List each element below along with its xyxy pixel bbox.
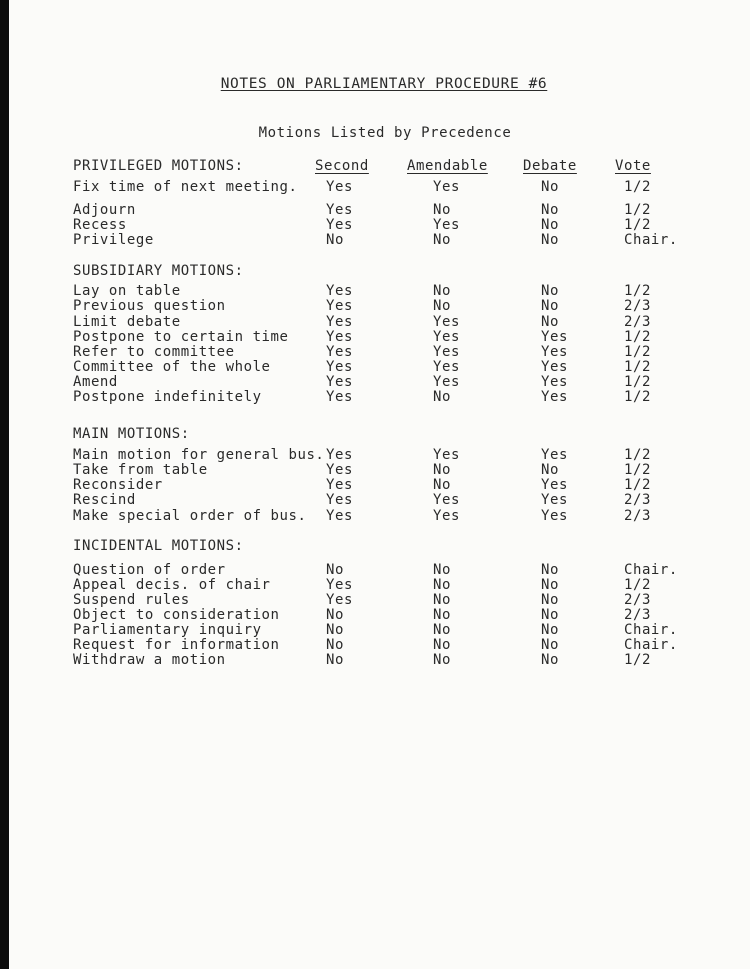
table-row — [0, 508, 750, 524]
vote-value: 1/2 — [624, 447, 651, 463]
second-value: No — [326, 607, 344, 623]
table-row — [0, 622, 750, 638]
section-heading-row — [0, 538, 750, 554]
column-header-debate: Debate — [523, 158, 577, 174]
motion-name: Recess — [73, 217, 127, 233]
vote-value: Chair. — [624, 622, 678, 638]
second-value: Yes — [326, 492, 353, 508]
debate-value: No — [541, 592, 559, 608]
second-value: Yes — [326, 592, 353, 608]
motion-name: Main motion for general bus. — [73, 447, 325, 463]
amendable-value: No — [433, 622, 451, 638]
table-row — [0, 298, 750, 314]
page-title: NOTES ON PARLIAMENTARY PROCEDURE #6 — [220, 76, 548, 92]
table-row — [0, 562, 750, 578]
section-heading: MAIN MOTIONS: — [73, 426, 190, 442]
amendable-value: No — [433, 637, 451, 653]
amendable-value: No — [433, 562, 451, 578]
section-heading: SUBSIDIARY MOTIONS: — [73, 263, 244, 279]
amendable-value: No — [433, 232, 451, 248]
second-value: Yes — [326, 314, 353, 330]
page-subtitle: Motions Listed by Precedence — [258, 125, 512, 141]
vote-value: 1/2 — [624, 202, 651, 218]
table-row — [0, 217, 750, 233]
motion-name: Adjourn — [73, 202, 136, 218]
second-value: Yes — [326, 508, 353, 524]
vote-value: 1/2 — [624, 359, 651, 375]
motion-name: Postpone to certain time — [73, 329, 289, 345]
amendable-value: No — [433, 607, 451, 623]
debate-value: No — [541, 652, 559, 668]
second-value: Yes — [326, 577, 353, 593]
debate-value: Yes — [541, 389, 568, 405]
vote-value: Chair. — [624, 562, 678, 578]
table-row — [0, 389, 750, 405]
table-row — [0, 592, 750, 608]
amendable-value: Yes — [433, 447, 460, 463]
table-row — [0, 447, 750, 463]
debate-value: No — [541, 283, 559, 299]
table-row — [0, 492, 750, 508]
table-row — [0, 477, 750, 493]
second-value: Yes — [326, 477, 353, 493]
motion-name: Amend — [73, 374, 118, 390]
amendable-value: No — [433, 577, 451, 593]
amendable-value: Yes — [433, 359, 460, 375]
vote-value: 2/3 — [624, 592, 651, 608]
table-row — [0, 232, 750, 248]
motion-name: Request for information — [73, 637, 280, 653]
table-row — [0, 344, 750, 360]
table-row — [0, 607, 750, 623]
second-value: Yes — [326, 179, 353, 195]
debate-value: No — [541, 298, 559, 314]
table-row — [0, 202, 750, 218]
amendable-value: Yes — [433, 492, 460, 508]
motion-name: Question of order — [73, 562, 226, 578]
amendable-value: Yes — [433, 179, 460, 195]
amendable-value: No — [433, 652, 451, 668]
amendable-value: No — [433, 462, 451, 478]
amendable-value: No — [433, 202, 451, 218]
debate-value: Yes — [541, 359, 568, 375]
debate-value: Yes — [541, 508, 568, 524]
second-value: No — [326, 652, 344, 668]
vote-value: 2/3 — [624, 298, 651, 314]
table-row — [0, 283, 750, 299]
vote-value: 1/2 — [624, 283, 651, 299]
amendable-value: Yes — [433, 329, 460, 345]
vote-value: 2/3 — [624, 492, 651, 508]
motion-name: Make special order of bus. — [73, 508, 307, 524]
debate-value: No — [541, 462, 559, 478]
motion-name: Lay on table — [73, 283, 181, 299]
vote-value: 2/3 — [624, 607, 651, 623]
amendable-value: Yes — [433, 217, 460, 233]
column-header-amendable: Amendable — [407, 158, 488, 174]
vote-value: 1/2 — [624, 652, 651, 668]
debate-value: Yes — [541, 492, 568, 508]
vote-value: 1/2 — [624, 389, 651, 405]
second-value: Yes — [326, 298, 353, 314]
motion-name: Fix time of next meeting. — [73, 179, 298, 195]
debate-value: Yes — [541, 374, 568, 390]
second-value: Yes — [326, 202, 353, 218]
vote-value: 1/2 — [624, 462, 651, 478]
motion-name: Committee of the whole — [73, 359, 271, 375]
motion-name: Previous question — [73, 298, 226, 314]
debate-value: Yes — [541, 329, 568, 345]
debate-value: No — [541, 202, 559, 218]
vote-value: 1/2 — [624, 179, 651, 195]
section-heading-row — [0, 426, 750, 442]
motion-name: Take from table — [73, 462, 208, 478]
vote-value: 1/2 — [624, 329, 651, 345]
table-row — [0, 652, 750, 668]
motion-name: Limit debate — [73, 314, 181, 330]
amendable-value: Yes — [433, 374, 460, 390]
section-heading: PRIVILEGED MOTIONS: — [73, 158, 244, 174]
debate-value: No — [541, 314, 559, 330]
debate-value: Yes — [541, 447, 568, 463]
motion-name: Parliamentary inquiry — [73, 622, 262, 638]
second-value: No — [326, 232, 344, 248]
vote-value: 1/2 — [624, 217, 651, 233]
motion-name: Rescind — [73, 492, 136, 508]
second-value: Yes — [326, 374, 353, 390]
debate-value: No — [541, 607, 559, 623]
motion-name: Privilege — [73, 232, 154, 248]
second-value: No — [326, 637, 344, 653]
motion-name: Appeal decis. of chair — [73, 577, 271, 593]
vote-value: Chair. — [624, 637, 678, 653]
table-row — [0, 359, 750, 375]
debate-value: No — [541, 179, 559, 195]
debate-value: No — [541, 217, 559, 233]
vote-value: 1/2 — [624, 344, 651, 360]
second-value: No — [326, 562, 344, 578]
second-value: No — [326, 622, 344, 638]
amendable-value: Yes — [433, 344, 460, 360]
debate-value: No — [541, 232, 559, 248]
motion-name: Postpone indefinitely — [73, 389, 262, 405]
second-value: Yes — [326, 462, 353, 478]
second-value: Yes — [326, 217, 353, 233]
table-row — [0, 577, 750, 593]
table-row — [0, 374, 750, 390]
amendable-value: No — [433, 592, 451, 608]
section-heading: INCIDENTAL MOTIONS: — [73, 538, 244, 554]
debate-value: No — [541, 637, 559, 653]
second-value: Yes — [326, 344, 353, 360]
motion-name: Withdraw a motion — [73, 652, 226, 668]
amendable-value: No — [433, 298, 451, 314]
amendable-value: No — [433, 477, 451, 493]
second-value: Yes — [326, 447, 353, 463]
second-value: Yes — [326, 283, 353, 299]
vote-value: 1/2 — [624, 374, 651, 390]
table-row — [0, 314, 750, 330]
amendable-value: No — [433, 389, 451, 405]
table-row — [0, 637, 750, 653]
vote-value: 1/2 — [624, 577, 651, 593]
amendable-value: No — [433, 283, 451, 299]
amendable-value: Yes — [433, 314, 460, 330]
amendable-value: Yes — [433, 508, 460, 524]
second-value: Yes — [326, 359, 353, 375]
vote-value: 2/3 — [624, 508, 651, 524]
debate-value: No — [541, 562, 559, 578]
debate-value: Yes — [541, 477, 568, 493]
debate-value: No — [541, 622, 559, 638]
debate-value: No — [541, 577, 559, 593]
motion-name: Suspend rules — [73, 592, 190, 608]
section-header-row — [0, 158, 750, 174]
table-row — [0, 179, 750, 195]
vote-value: 1/2 — [624, 477, 651, 493]
motion-name: Refer to committee — [73, 344, 235, 360]
debate-value: Yes — [541, 344, 568, 360]
second-value: Yes — [326, 329, 353, 345]
table-row — [0, 329, 750, 345]
vote-value: Chair. — [624, 232, 678, 248]
motion-name: Reconsider — [73, 477, 163, 493]
column-header-second: Second — [315, 158, 369, 174]
vote-value: 2/3 — [624, 314, 651, 330]
section-heading-row — [0, 263, 750, 279]
column-header-vote: Vote — [615, 158, 651, 174]
table-row — [0, 462, 750, 478]
second-value: Yes — [326, 389, 353, 405]
motion-name: Object to consideration — [73, 607, 280, 623]
